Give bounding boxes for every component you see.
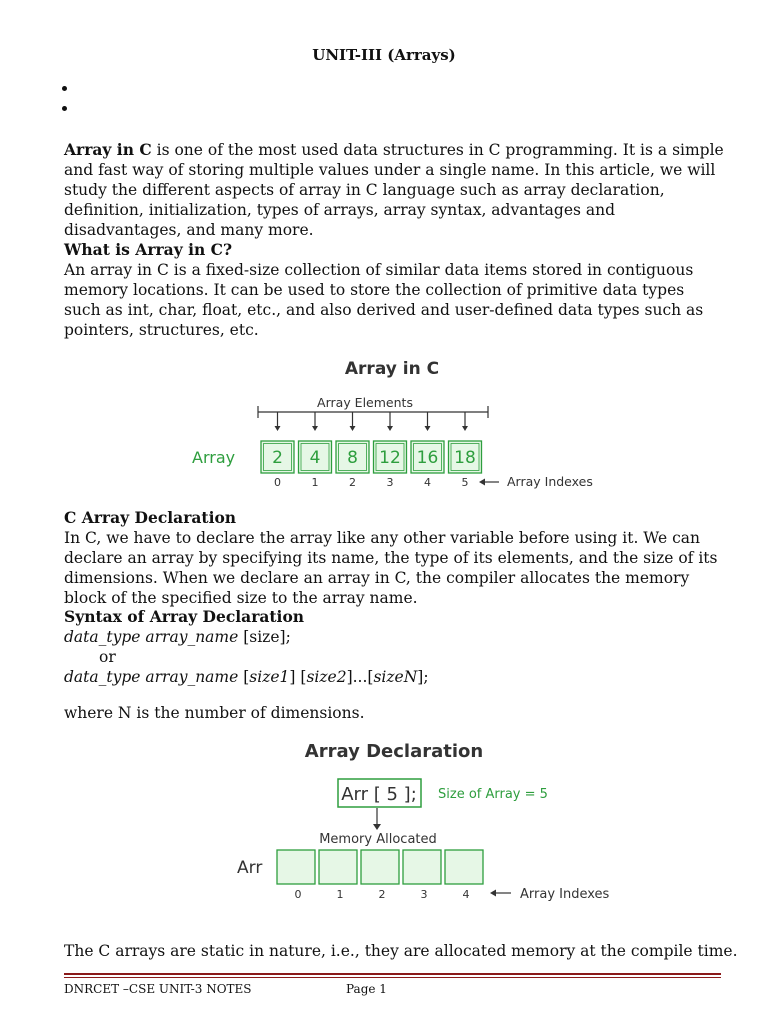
element-arrow-icon <box>425 412 431 431</box>
element-arrow-icon <box>387 412 393 431</box>
figure2-title: Array Declaration <box>304 741 484 762</box>
array-declaration-figure <box>228 730 648 910</box>
footer-course: DNRCET –CSE UNIT-3 NOTES <box>64 982 252 996</box>
syntax-type: data_type array_name <box>64 668 239 686</box>
array-indexes-label: Array Indexes <box>520 887 610 902</box>
memory-cell <box>277 850 315 884</box>
syntax-bracket: ]; <box>417 668 429 686</box>
array-index: 4 <box>424 476 431 489</box>
element-arrow-icon <box>350 412 356 431</box>
syntax-sizeN: sizeN <box>373 668 418 686</box>
array-indexes-label: Array Indexes <box>507 474 593 489</box>
declaration-heading: C Array Declaration <box>64 508 237 527</box>
memory-cell <box>319 850 357 884</box>
array-index: 3 <box>386 476 394 489</box>
intro-lead: Array in C <box>64 140 152 159</box>
syntax-bracket: ] [ <box>289 668 307 686</box>
size-label: Size of Array = 5 <box>438 787 548 802</box>
arr-label: Arr <box>237 858 263 878</box>
figure1-title: Array in C <box>344 359 440 379</box>
syntax-bracket: [ <box>238 668 250 686</box>
index-arrow-icon <box>490 890 511 897</box>
array-value: 4 <box>309 448 321 468</box>
intro-text: is one of the most used data structures in C programming. It is a simple and fast way of storing multiple values under a single name. In this article, we will study the different aspects of array in C language such as array declaration, definition, initialization, types of arrays, array syntax, advantages and disadvantages, and many more. <box>64 141 724 239</box>
element-arrow-icon <box>462 412 468 431</box>
memory-allocated-label: Memory Allocated <box>319 832 437 847</box>
down-arrow-icon <box>373 808 381 830</box>
element-arrow-icon <box>312 412 318 431</box>
code-text: Arr [ 5 ]; <box>341 784 417 805</box>
memory-index: 2 <box>378 888 386 901</box>
declaration-paragraph: In C, we have to declare the array like any other variable before using it. We can declare an array by specifying its name, the type of its elements, and the size of its dimensions. When we declare an array in C, the compiler allocates the memory block of the specified size to the array name. <box>64 529 718 607</box>
syntax-size: [size]; <box>238 628 291 646</box>
footer-divider <box>64 973 721 975</box>
footer-page-number: Page 1 <box>346 982 387 996</box>
syntax-size1: size1 <box>249 668 290 686</box>
array-index: 0 <box>274 476 281 489</box>
array-elements-label: Array Elements <box>317 395 413 410</box>
syntax-size2: size2 <box>306 668 347 686</box>
array-value: 12 <box>379 448 401 468</box>
memory-cell <box>361 850 399 884</box>
page-title: UNIT-III (Arrays) <box>312 46 456 64</box>
memory-cell <box>403 850 441 884</box>
array-value: 8 <box>347 448 358 468</box>
syntax-heading: Syntax of Array Declaration <box>64 607 305 626</box>
footer-divider <box>64 977 721 978</box>
memory-indexes <box>295 888 470 901</box>
array-value: 2 <box>272 448 283 468</box>
bullet-point <box>62 106 67 111</box>
what-paragraph: An array in C is a fixed-size collection of similar data items stored in contiguous memory locations. It can be used to store the collection of primitive data types such as int, char, float, etc., and also derived and user-defined data types such as pointers, structures, etc. <box>64 261 704 339</box>
syntax-type: data_type array_name <box>64 628 239 646</box>
array-index: 2 <box>349 476 356 489</box>
array-in-c-figure <box>176 344 616 502</box>
array-index: 1 <box>311 476 319 489</box>
memory-cells <box>277 850 483 884</box>
array-value: 18 <box>454 448 476 468</box>
array-cells <box>261 441 482 473</box>
syntax-bracket: ]...[ <box>346 668 374 686</box>
array-value: 16 <box>416 448 439 468</box>
element-arrow-icon <box>275 412 281 431</box>
static-text: The C arrays are static in nature, i.e., they are allocated memory at the compile time. <box>64 942 738 960</box>
index-arrow-icon <box>479 479 499 486</box>
memory-index: 0 <box>294 888 302 901</box>
syntax-or: or <box>99 648 116 666</box>
what-heading: What is Array in C? <box>64 240 233 259</box>
memory-index: 4 <box>462 888 470 901</box>
intro-paragraph <box>64 140 724 240</box>
bullet-point <box>62 86 67 91</box>
syntax-line-2 <box>64 667 429 687</box>
array-index: 5 <box>461 476 469 489</box>
array-label: Array <box>192 448 236 467</box>
memory-cell <box>445 850 483 884</box>
memory-index: 1 <box>336 888 344 901</box>
syntax-line-1 <box>64 627 291 647</box>
array-indexes <box>274 476 469 489</box>
where-text: where N is the number of dimensions. <box>64 704 365 722</box>
memory-index: 3 <box>420 888 428 901</box>
